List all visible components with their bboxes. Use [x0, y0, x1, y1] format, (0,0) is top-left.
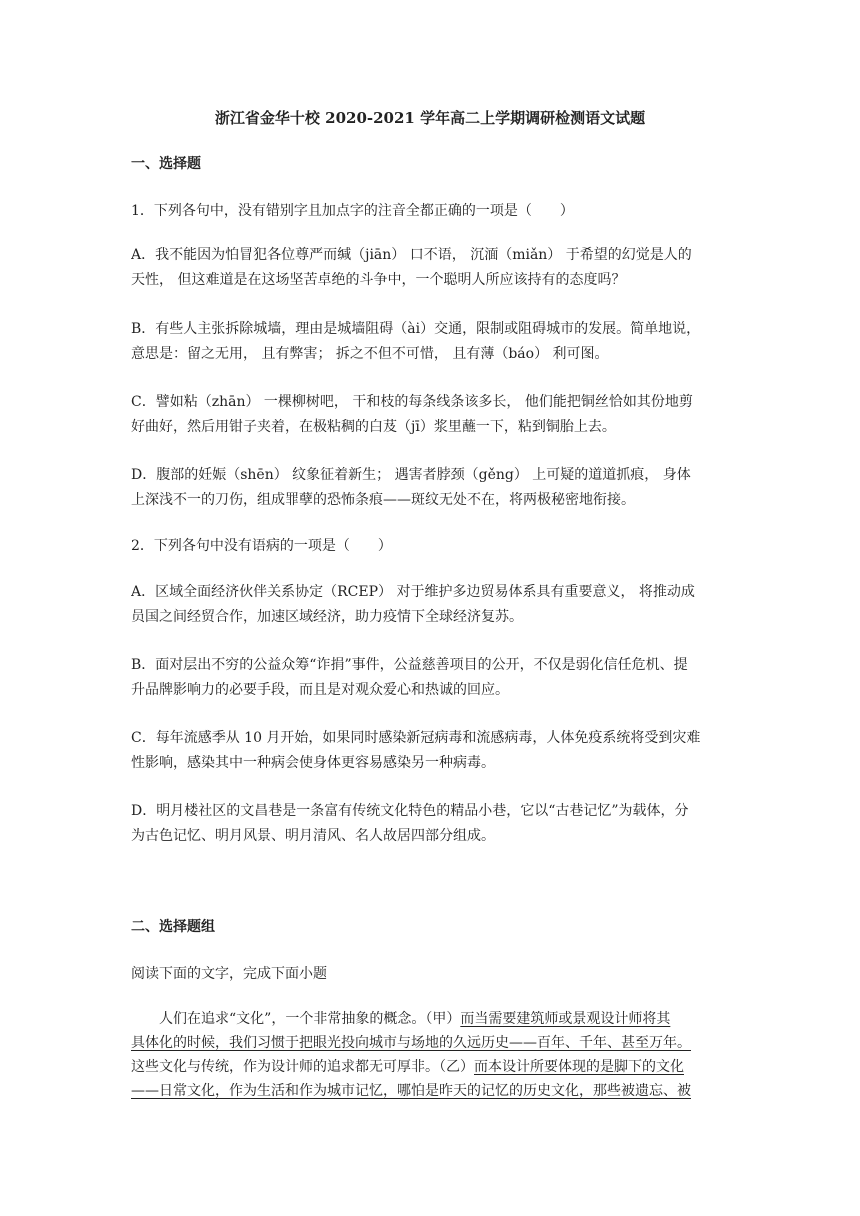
- q1-option-c-line1: C．譬如粘（zhān） 一棵柳树吧， 干和枝的每条线条该多长， 他们能把铜丝恰如其份地剪: [131, 394, 693, 410]
- passage-text: 这些文化与传统，作为设计师的追求都无可厚非。（乙）: [131, 1059, 474, 1075]
- q2-option-b-line2: 升品牌影响力的必要手段，而且是对观众爱心和热诚的回应。: [131, 682, 509, 698]
- section-heading-1: 一、选择题: [131, 156, 201, 172]
- question-1-stem: 1．下列各句中，没有错别字且加点字的注音全都正确的一项是（ ）: [131, 203, 574, 219]
- document-title: 浙江省金华十校 2020-2021 学年高二上学期调研检测语文试题: [214, 109, 646, 127]
- q1-option-b-line2: 意思是：留之无用， 且有弊害； 拆之不但不可惜， 且有薄（báo） 利可图。: [131, 346, 609, 362]
- q2-option-d-line2: 为古色记忆、明月风景、明月清风、名人故居四部分组成。: [131, 828, 495, 844]
- reading-instruction: 阅读下面的文字，完成下面小题: [131, 966, 327, 982]
- q2-option-a-line1: A．区域全面经济伙伴关系协定（RCEP） 对于维护多边贸易体系具有重要意义， 将推动成: [131, 584, 695, 600]
- q1-option-a-line2: 天性， 但这难道是在这场坚苦卓绝的斗争中，一个聪明人所应该持有的态度吗？: [131, 272, 626, 288]
- passage-line-1: [159, 1010, 731, 1028]
- q1-option-b-line1: B．有些人主张拆除城墙，理由是城墙阻碍（ài）交通，限制或阻碍城市的发展。简单地说，: [131, 321, 701, 337]
- q2-option-b-line1: B．面对层出不穷的公益众筹“诈捐”事件，公益慈善项目的公开，不仅是弱化信任危机、提: [131, 657, 688, 673]
- passage-line-3: [131, 1058, 731, 1076]
- q1-option-a-line1: A．我不能因为怕冒犯各位尊严而缄（jiān） 口不语， 沉湎（miǎn） 于希望的幻觉是人的: [131, 247, 692, 263]
- q1-option-d-line1: D．腹部的妊娠（shēn） 纹象征着新生； 遇害者脖颈（gěng） 上可疑的道道抓痕， 身体: [131, 467, 691, 483]
- section-heading-2: 二、选择题组: [131, 919, 215, 935]
- passage-underlined-text: 而当需要建筑师或景观设计师将其: [460, 1011, 671, 1027]
- q1-option-d-line2: 上深浅不一的刀伤，组成罪孽的恐怖条痕——斑纹无处不在，将两极秘密地衔接。: [131, 492, 635, 508]
- question-2-stem: 2．下列各句中没有语病的一项是（ ）: [131, 538, 392, 554]
- q2-option-c-line2: 性影响，感染其中一种病会使身体更容易感染另一种病毒。: [131, 755, 495, 771]
- passage-line-2: 具体化的时候，我们习惯于把眼光投向城市与场地的久远历史——百年、千年、甚至万年。: [131, 1035, 691, 1051]
- passage-text: 人们在追求“文化”，一个非常抽象的概念。（甲）: [159, 1011, 461, 1027]
- passage-line-4: ——日常文化，作为生活和作为城市记忆，哪怕是昨天的记忆的历史文化，那些被遗忘、被: [131, 1083, 691, 1099]
- q2-option-d-line1: D．明月楼社区的文昌巷是一条富有传统文化特色的精品小巷，它以“古巷记忆”为载体，分: [131, 803, 689, 819]
- q2-option-a-line2: 员国之间经贸合作，加速区域经济，助力疫情下全球经济复苏。: [131, 609, 523, 625]
- q2-option-c-line1: C．每年流感季从 10 月开始，如果同时感染新冠病毒和流感病毒，人体免疫系统将受到灾难: [131, 730, 701, 746]
- q1-option-c-line2: 好曲好，然后用钳子夹着，在极粘稠的白芨（jī）浆里蘸一下，粘到铜胎上去。: [131, 419, 616, 435]
- passage-underlined-text: 而本设计所要体现的是脚下的文化: [474, 1059, 684, 1075]
